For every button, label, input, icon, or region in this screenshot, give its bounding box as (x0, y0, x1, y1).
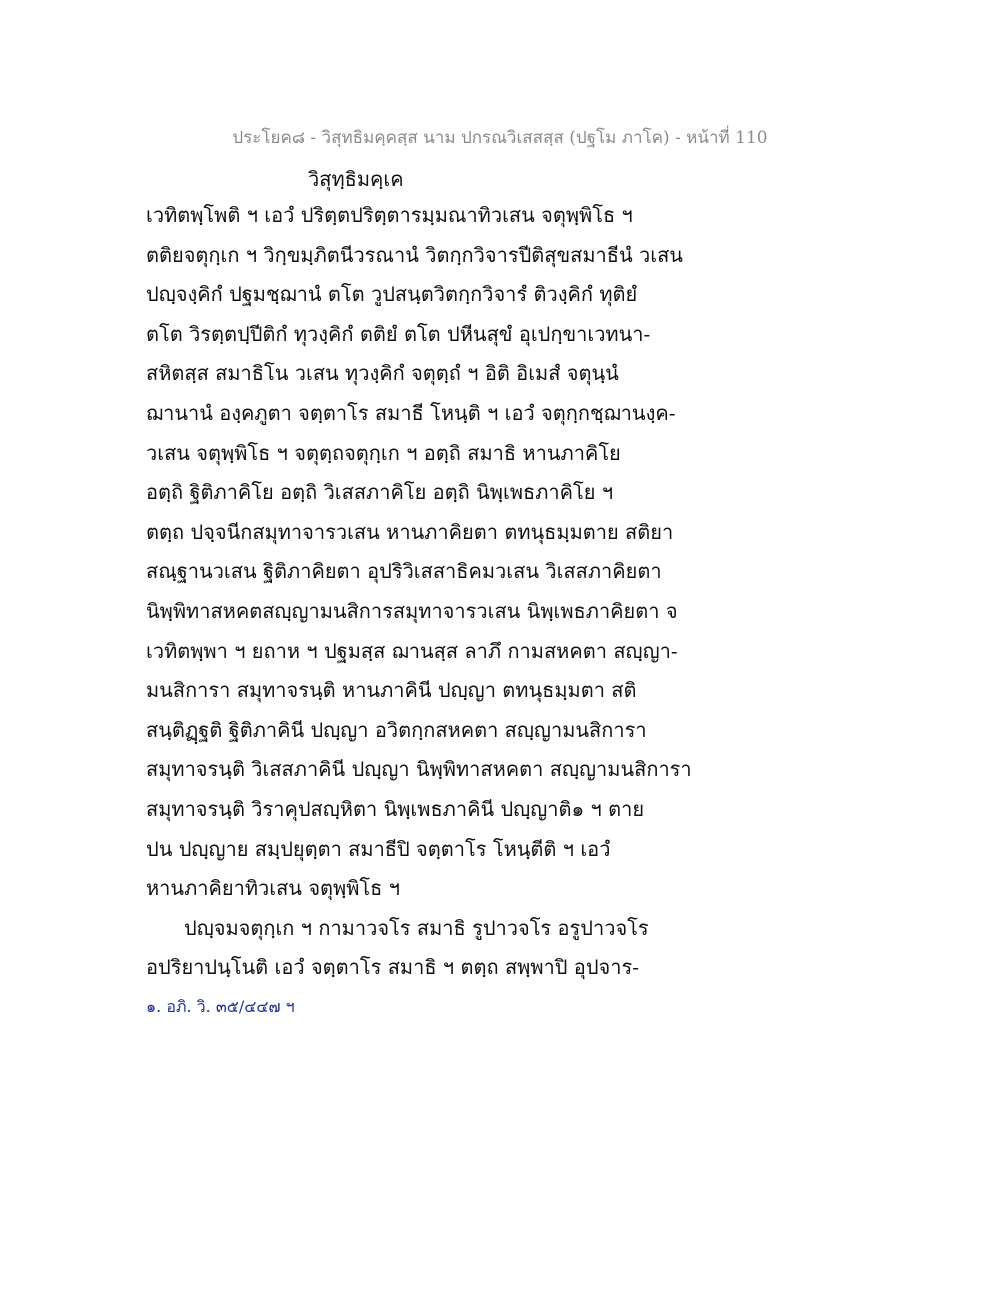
paragraph-start-line: ปญฺจมจตุกฺเก ฯ กามาวจโร สมาธิ รูปาวจโร อรูปาวจโร (184, 915, 649, 940)
section-title: วิสุทฺธิมคฺเค (308, 167, 404, 191)
body-text (146, 200, 846, 992)
text-line: สนฺติฏฺฐติ ฐิติภาคินี ปญฺญา อวิตกฺกสหคตา สญฺญามนสิการา (146, 717, 647, 742)
text-line: ตติยจตุกฺเก ฯ วิกฺขมฺภิตนีวรณานํ วิตกฺกวิจารปีติสุขสมาธีนํ วเสน (146, 242, 683, 267)
text-line: สมุทาจรนฺติ วิเสสภาคินี ปญฺญา นิพฺพิทาสหคตา สญฺญามนสิการา (146, 757, 692, 782)
text-line: ปน ปญฺญาย สมฺปยุตฺตา สมาธีปิ จตฺตาโร โหนฺตีติ ฯ เอวํ (146, 836, 611, 861)
text-line: สณฺฐานวเสน ฐิติภาคิยตา อุปริวิเสสาธิคมวเสน วิเสสภาคิยตา (146, 559, 662, 584)
text-line: สหิตสฺส สมาธิโน วเสน ทุวงฺคิกํ จตุตฺถํ ฯ อิติ อิเมสํ จตุนฺนํ (146, 361, 619, 386)
text-line: ตโต วิรตฺตปฺปีติกํ ทุวงฺคิกํ ตติยํ ตโต ปหีนสุขํ อุเปกฺขาเวทนา- (146, 321, 651, 346)
text-line: วเสน จตุพฺพิโธ ฯ จตุตฺถจตุกฺเก ฯ อตฺถิ สมาธิ หานภาคิโย (146, 440, 621, 465)
text-line: มนสิการา สมุทาจรนฺติ หานภาคินี ปญฺญา ตทนุธมฺมตา สติ (146, 678, 637, 703)
text-line: ฌานานํ องฺคภูตา จตฺตาโร สมาธี โหนฺติ ฯ เอวํ จตุกฺกชฺฌานงฺค- (146, 400, 676, 425)
footnote: ๑. อภิ. วิ. ๓๕/๔๔๗ ฯ (146, 997, 295, 1016)
text-line: ปญฺจงฺคิกํ ปฐมชฺฌานํ ตโต วูปสนฺตวิตกฺกวิจารํ ติวงฺคิกํ ทุติยํ (146, 282, 638, 307)
text-line: ตตฺถ ปจฺจนีกสมุทาจารวเสน หานภาคิยตา ตทนุธมฺมตาย สติยา (146, 519, 674, 544)
text-line: เวทิตพฺโพติ ฯ เอวํ ปริตฺตปริตฺตารมฺมณาทิวเสน จตุพฺพิโธ ฯ (146, 203, 633, 227)
text-line: หานภาคิยาทิวเสน จตุพฺพิโธ ฯ (146, 876, 400, 901)
text-line: สมุทาจรนฺติ วิราคุปสญฺหิตา นิพฺเพธภาคินี ปญฺญาติ๑ ฯ ตาย (146, 796, 645, 821)
running-header: ประโยค๘ - วิสุทธิมคฺคสฺส นาม ปกรณวิเสสสฺส (ปฐโม ภาโค) - หน้าที่ 110 (232, 128, 768, 148)
text-line: อปริยาปนฺโนติ เอวํ จตฺตาโร สมาธิ ฯ ตตฺถ สพฺพาปิ อุปจาร- (146, 955, 639, 980)
text-line: เวทิตพฺพา ฯ ยถาห ฯ ปฐมสฺส ฌานสฺส ลาภึ กามสหคตา สญฺญา- (146, 638, 678, 663)
text-line: อตฺถิ ฐิติภาคิโย อตฺถิ วิเสสภาคิโย อตฺถิ นิพฺเพธภาคิโย ฯ (146, 480, 614, 505)
text-line: นิพฺพิทาสหคตสญฺญามนสิการสมุทาจารวเสน นิพฺเพธภาคิยตา จ (146, 598, 678, 623)
